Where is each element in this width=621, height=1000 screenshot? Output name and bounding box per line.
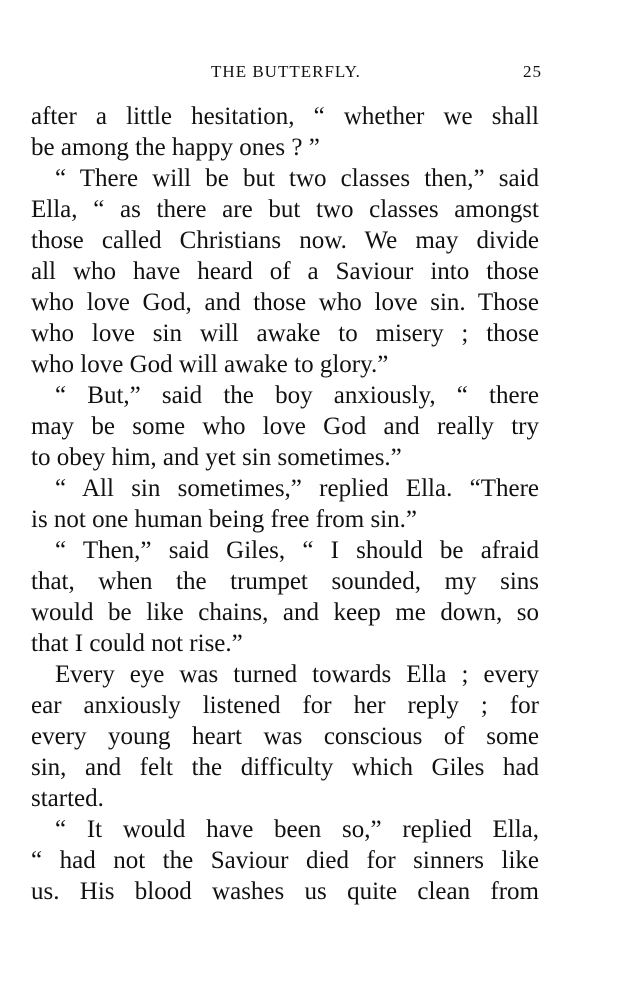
text-line: who love sin will awake to misery ; those: [31, 320, 539, 347]
body-text: [31, 101, 539, 907]
text-line: “ But,” said the boy anxiously, “ there: [55, 382, 539, 409]
running-title: THE BUTTERFLY.: [211, 62, 361, 81]
text-line: Every eye was turned towards Ella ; every: [55, 661, 539, 688]
text-line: “ There will be but two classes then,” said: [55, 165, 539, 192]
text-line: “ had not the Saviour died for sinners like: [31, 847, 539, 874]
text-line: “ It would have been so,” replied Ella,: [55, 816, 539, 843]
text-line: ear anxiously listened for her reply ; for: [31, 692, 539, 719]
text-line: “ Then,” said Giles, “ I should be afraid: [55, 537, 539, 564]
text-line: started.: [31, 785, 104, 812]
text-line: Ella, “ as there are but two classes amongst: [31, 196, 539, 223]
text-line: who love God will awake to glory.”: [31, 351, 389, 378]
text-line: all who have heard of a Saviour into those: [31, 258, 539, 285]
text-line: “ All sin sometimes,” replied Ella. “There: [55, 475, 539, 502]
text-line: that, when the trumpet sounded, my sins: [31, 568, 539, 595]
running-head: [30, 62, 542, 86]
text-line: is not one human being free from sin.”: [31, 506, 418, 533]
text-line: us. His blood washes us quite clean from: [31, 878, 539, 905]
text-line: be among the happy ones ? ”: [31, 134, 320, 161]
text-line: after a little hesitation, “ whether we shall: [31, 103, 539, 130]
text-line: that I could not rise.”: [31, 630, 243, 657]
text-line: those called Christians now. We may divide: [31, 227, 539, 254]
text-line: would be like chains, and keep me down, so: [31, 599, 539, 626]
text-line: sin, and felt the difficulty which Giles had: [31, 754, 539, 781]
text-line: may be some who love God and really try: [31, 413, 539, 440]
page-number: 25: [523, 62, 542, 81]
text-line: every young heart was conscious of some: [31, 723, 539, 750]
text-line: to obey him, and yet sin sometimes.”: [31, 444, 402, 471]
text-line: who love God, and those who love sin. Those: [31, 289, 539, 316]
